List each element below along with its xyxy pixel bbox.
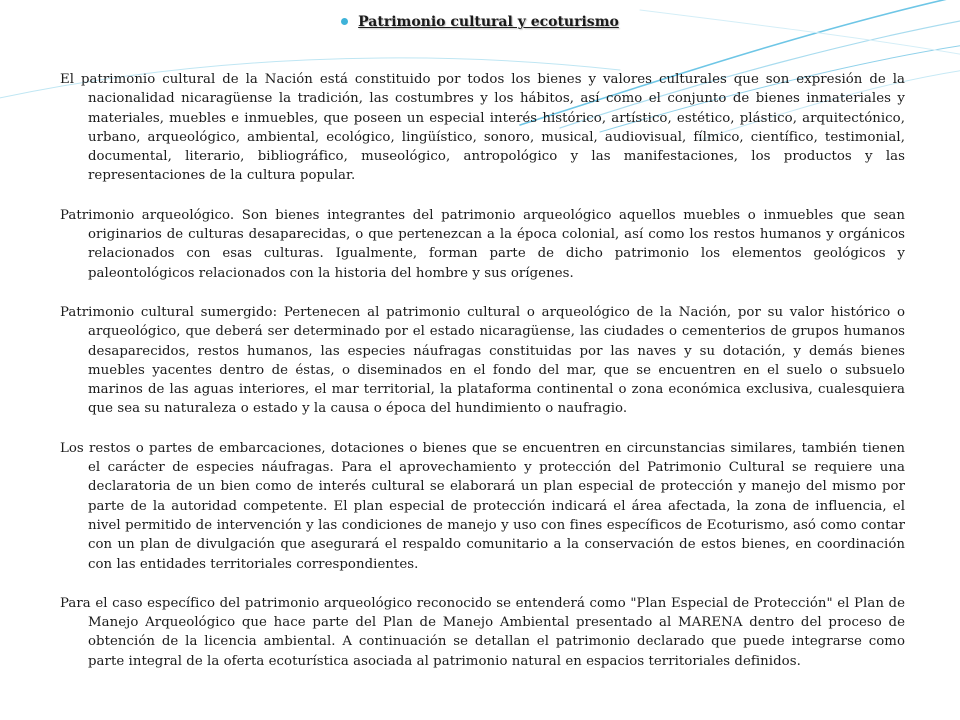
slide-body	[60, 70, 905, 691]
slide-title-row	[0, 14, 960, 30]
paragraph-patrimonio-cultural: El patrimonio cultural de la Nación está constituido por todos los bienes y valores culturales que son expresión de la nacionalidad nicaragüense la tradición, las costumbres y los hábitos, así como el conjunto de bienes inmateriales y materiales, muebles e inmuebles, que poseen un especial interés histórico, artístico, estético, plástico, arquitectónico, urbano, arqueológico, ambiental, ecológico, lingüístico, sonoro, musical, audiovisual, fílmico, científico, testimonial, documental, literario, bibliográfico, museológico, antropológico y las manifestaciones, los productos y las representaciones de la cultura popular.	[60, 72, 905, 184]
paragraph-patrimonio-sumergido: Patrimonio cultural sumergido: Pertenecen al patrimonio cultural o arqueológico de la Nación, por su valor histórico o arqueológico, que deberá ser determinado por el estado nicaragüense, las ciudades o cementerios de grupos humanos desaparecidos, restos humanos, las especies náufragas constituidas por las naves y su dotación, y demás bienes muebles yacentes dentro de éstas, o diseminados en el fondo del mar, que se encuentren en el suelo o subsuelo marinos de las aguas interiores, el mar territorial, la plataforma continental o zona económica exclusiva, cualesquiera que sea su naturaleza o estado y la causa o época del hundimiento o naufragio.	[60, 304, 905, 417]
paragraph-patrimonio-arqueologico: Patrimonio arqueológico. Son bienes integrantes del patrimonio arqueológico aquellos muebles o inmuebles que sean originarios de culturas desaparecidas, o que pertenezcan a la época colonial, así como los restos humanos y orgánicos relacionados con esas culturas. Igualmente, forman parte de dicho patrimonio los elementos geológicos y paleontológicos relacionados con la historia del hombre y sus orígenes.	[60, 207, 905, 281]
slide-title: Patrimonio cultural y ecoturismo	[358, 14, 619, 30]
paragraph-restos-embarcaciones: Los restos o partes de embarcaciones, dotaciones o bienes que se encuentren en circunstancias similares, también tienen el carácter de especies náufragas. Para el aprovechamiento y protección del Patrimonio Cultural se requiere una declaratoria de un bien como de interés cultural se elaborará un plan especial de protección y manejo del mismo por parte de la autoridad competente. El plan especial de protección indicará el área afectada, la zona de influencia, el nivel permitido de intervención y las condiciones de manejo y uso con fines específicos de Ecoturismo, asó como contar con un plan de divulgación que asegurará el respaldo comunitario a la conservación de estos bienes, en coordinación con las entidades territoriales correspondientes.	[60, 440, 905, 572]
bullet-dot-icon	[341, 18, 348, 25]
paragraph-plan-especial: Para el caso específico del patrimonio arqueológico reconocido se entenderá como "Plan Especial de Protección" el Plan de Manejo Arqueológico que hace parte del Plan de Manejo Ambiental presentado al MARENA dentro del proceso de obtención de la licencia ambiental. A continuación se detallan el patrimonio declarado que puede integrarse como parte integral de la oferta ecoturística asociada al patrimonio natural en espacios territoriales definidos.	[60, 595, 905, 669]
